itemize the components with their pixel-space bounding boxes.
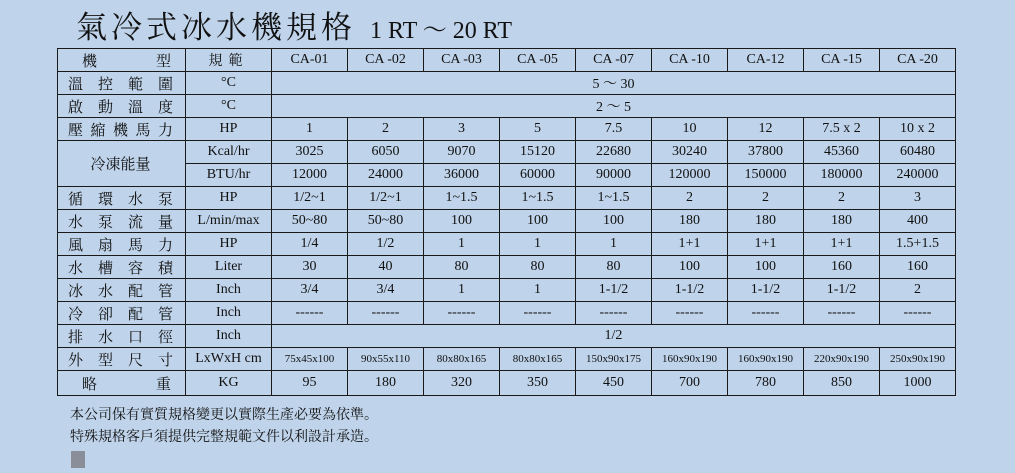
temp-range-row [58, 72, 956, 95]
table-cell: 1-1/2 [652, 279, 728, 302]
weight-row [58, 371, 956, 396]
table-cell: 250x90x190 [880, 348, 956, 371]
table-cell: 37800 [728, 141, 804, 164]
table-cell: 1-1/2 [576, 279, 652, 302]
table-cell: 90000 [576, 164, 652, 187]
table-cell: 1~1.5 [424, 187, 500, 210]
table-cell: 150000 [728, 164, 804, 187]
dimensions-row [58, 348, 956, 371]
table-cell: 22680 [576, 141, 652, 164]
row-label: 壓縮機馬力 [58, 118, 186, 141]
table-cell: 50~80 [348, 210, 424, 233]
capacity-kcal-row [58, 141, 956, 164]
table-cell: 1 [500, 279, 576, 302]
row-unit: Inch [186, 279, 272, 302]
table-cell: 1 [272, 118, 348, 141]
row-label: 冷凍能量 [58, 141, 186, 187]
table-cell: 160 [880, 256, 956, 279]
table-cell: 9070 [424, 141, 500, 164]
row-label: 循環水泵 [58, 187, 186, 210]
table-cell: 1-1/2 [804, 279, 880, 302]
table-cell: ------ [880, 302, 956, 325]
footnotes [70, 404, 378, 448]
table-cell: 220x90x190 [804, 348, 880, 371]
table-cell: 1000 [880, 371, 956, 396]
model-header: CA -20 [880, 49, 956, 72]
table-cell: 7.5 [576, 118, 652, 141]
table-cell: 120000 [652, 164, 728, 187]
table-cell: 450 [576, 371, 652, 396]
model-header: CA-12 [728, 49, 804, 72]
table-cell: 12 [728, 118, 804, 141]
table-cell: ------ [576, 302, 652, 325]
row-label: 風扇馬力 [58, 233, 186, 256]
table-cell: 30240 [652, 141, 728, 164]
table-cell: ------ [424, 302, 500, 325]
row-unit: HP [186, 187, 272, 210]
table-cell: ------ [500, 302, 576, 325]
table-cell: 180 [804, 210, 880, 233]
tank-row [58, 256, 956, 279]
table-cell: 95 [272, 371, 348, 396]
fan-hp-row [58, 233, 956, 256]
row-unit: Liter [186, 256, 272, 279]
pump-hp-row [58, 187, 956, 210]
spec-label: 規範 [186, 49, 272, 72]
table-cell: 1+1 [728, 233, 804, 256]
model-header: CA -03 [424, 49, 500, 72]
table-cell: 90x55x110 [348, 348, 424, 371]
table-cell: ------ [348, 302, 424, 325]
table-cell: 2 [348, 118, 424, 141]
table-cell: 160x90x190 [652, 348, 728, 371]
table-cell: 1+1 [804, 233, 880, 256]
table-cell: 40 [348, 256, 424, 279]
table-cell: 2 [652, 187, 728, 210]
table-cell: 160 [804, 256, 880, 279]
table-cell: 80 [500, 256, 576, 279]
table-cell: 80 [424, 256, 500, 279]
table-cell: 400 [880, 210, 956, 233]
row-label: 外型尺寸 [58, 348, 186, 371]
row-label: 冷卻配管 [58, 302, 186, 325]
title-main: 氣冷式冰水機規格 [76, 10, 356, 46]
table-cell: 100 [728, 256, 804, 279]
table-cell: 3025 [272, 141, 348, 164]
table-cell: 160x90x190 [728, 348, 804, 371]
pump-flow-row [58, 210, 956, 233]
table-cell: 80x80x165 [500, 348, 576, 371]
table-cell: 80 [576, 256, 652, 279]
merged-value: 1/2 [272, 325, 956, 348]
table-cell: 2 [804, 187, 880, 210]
table-cell: 80x80x165 [424, 348, 500, 371]
model-header: CA -07 [576, 49, 652, 72]
table-cell: 50~80 [272, 210, 348, 233]
table-cell: 100 [576, 210, 652, 233]
merged-value: 5 ～ 30 [272, 72, 956, 95]
table-cell: 1 [424, 279, 500, 302]
model-header: CA -02 [348, 49, 424, 72]
row-label: 冰水配管 [58, 279, 186, 302]
row-unit: BTU/hr [186, 164, 272, 187]
row-label: 排水口徑 [58, 325, 186, 348]
table-cell: ------ [652, 302, 728, 325]
table-cell: 1~1.5 [500, 187, 576, 210]
table-cell: 15120 [500, 141, 576, 164]
table-cell: 36000 [424, 164, 500, 187]
table-cell: 1-1/2 [728, 279, 804, 302]
table-cell: 180000 [804, 164, 880, 187]
table-cell: 240000 [880, 164, 956, 187]
table-cell: 150x90x175 [576, 348, 652, 371]
row-unit: HP [186, 233, 272, 256]
model-header: CA -05 [500, 49, 576, 72]
row-label: 溫控範圍 [58, 72, 186, 95]
compressor-row [58, 118, 956, 141]
footnote: 本公司保有實質規格變更以實際生產必要為依準。 [70, 407, 378, 423]
table-cell: 320 [424, 371, 500, 396]
table-cell: 1/2 [348, 233, 424, 256]
table-cell: 12000 [272, 164, 348, 187]
drain-row [58, 325, 956, 348]
table-cell: 100 [652, 256, 728, 279]
table-cell: 100 [424, 210, 500, 233]
table-cell: 180 [652, 210, 728, 233]
model-header: CA -15 [804, 49, 880, 72]
row-label: 水泵流量 [58, 210, 186, 233]
row-unit: L/min/max [186, 210, 272, 233]
table-cell: 3 [424, 118, 500, 141]
footnote: 特殊規格客戶須提供完整規範文件以利設計承造。 [70, 429, 378, 445]
row-label: 略重 [58, 371, 186, 396]
table-cell: 60000 [500, 164, 576, 187]
capacity-btu-row [58, 164, 956, 187]
table-cell: 10 x 2 [880, 118, 956, 141]
table-cell: 45360 [804, 141, 880, 164]
table-cell: 60480 [880, 141, 956, 164]
table-cell: 1~1.5 [576, 187, 652, 210]
table-cell: 3 [880, 187, 956, 210]
header-row [58, 49, 956, 72]
table-cell: ------ [272, 302, 348, 325]
table-cell: 30 [272, 256, 348, 279]
table-cell: 1 [500, 233, 576, 256]
table-cell: 7.5 x 2 [804, 118, 880, 141]
table-cell: 75x45x100 [272, 348, 348, 371]
table-cell: 2 [728, 187, 804, 210]
table-cell: 180 [348, 371, 424, 396]
cooling-pipe-row [58, 302, 956, 325]
table-cell: 6050 [348, 141, 424, 164]
table-cell: 2 [880, 279, 956, 302]
table-cell: 1/4 [272, 233, 348, 256]
table-cell: ------ [804, 302, 880, 325]
row-unit: LxWxH cm [186, 348, 272, 371]
row-unit: KG [186, 371, 272, 396]
row-label: 水槽容積 [58, 256, 186, 279]
title-range: 1 RT ～ 20 RT [370, 18, 513, 44]
merged-value: 2 ～ 5 [272, 95, 956, 118]
table-cell: 24000 [348, 164, 424, 187]
row-unit: Inch [186, 325, 272, 348]
chilled-pipe-row [58, 279, 956, 302]
start-temp-row [58, 95, 956, 118]
table-cell: 3/4 [272, 279, 348, 302]
table-cell: 350 [500, 371, 576, 396]
row-unit: HP [186, 118, 272, 141]
model-header: CA-01 [272, 49, 348, 72]
table-cell: 180 [728, 210, 804, 233]
table-cell: 780 [728, 371, 804, 396]
table-cell: 3/4 [348, 279, 424, 302]
table-cell: 5 [500, 118, 576, 141]
table-cell: ------ [728, 302, 804, 325]
spec-table [57, 48, 956, 396]
table-cell: 10 [652, 118, 728, 141]
row-unit: °C [186, 72, 272, 95]
model-label: 機型 [58, 49, 186, 72]
table-cell: 1.5+1.5 [880, 233, 956, 256]
decorative-square [71, 451, 85, 468]
table-cell: 850 [804, 371, 880, 396]
table-cell: 1 [424, 233, 500, 256]
row-unit: Inch [186, 302, 272, 325]
table-cell: 700 [652, 371, 728, 396]
row-unit: Kcal/hr [186, 141, 272, 164]
model-header: CA -10 [652, 49, 728, 72]
table-cell: 100 [500, 210, 576, 233]
page-title [76, 2, 512, 47]
table-cell: 1 [576, 233, 652, 256]
row-label: 啟動溫度 [58, 95, 186, 118]
row-unit: °C [186, 95, 272, 118]
table-cell: 1+1 [652, 233, 728, 256]
table-cell: 1/2~1 [348, 187, 424, 210]
table-cell: 1/2~1 [272, 187, 348, 210]
